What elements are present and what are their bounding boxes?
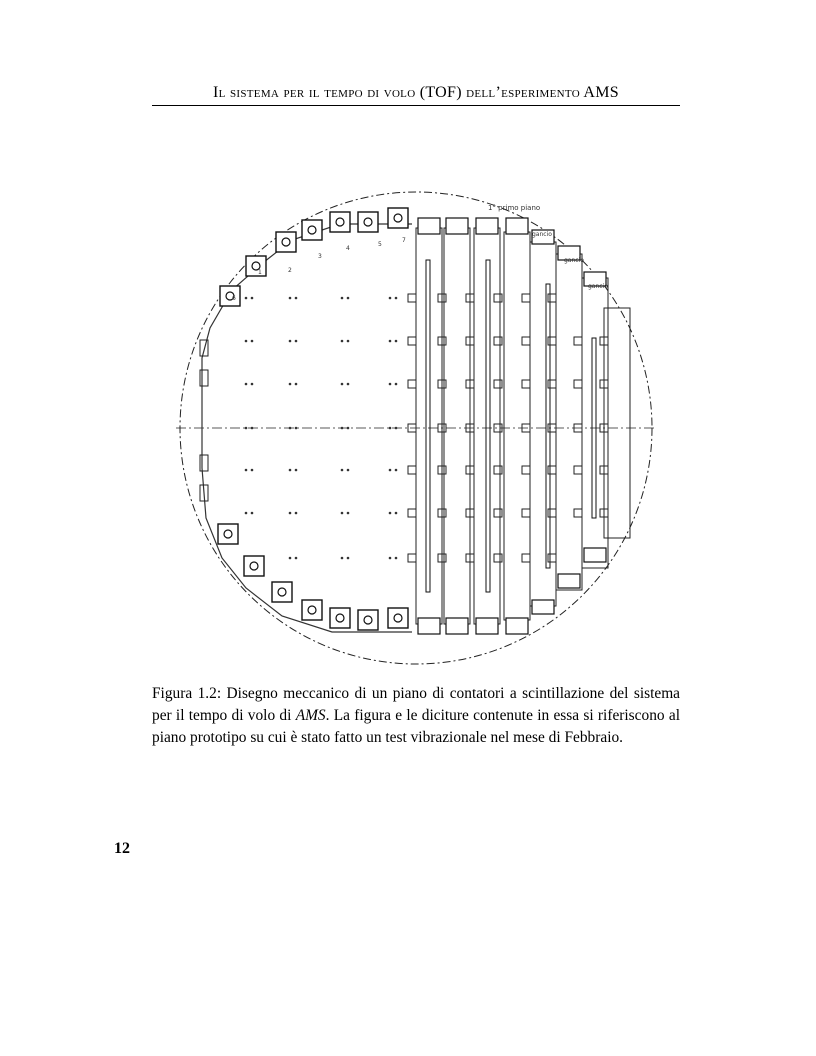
- light-guide-bottom: [532, 600, 554, 614]
- hole-dot: [389, 427, 392, 430]
- hole-dot: [341, 297, 344, 300]
- hole-dot: [341, 469, 344, 472]
- hole-dot: [347, 340, 350, 343]
- tof-plane-drawing: [172, 188, 660, 668]
- hole-dot: [389, 383, 392, 386]
- light-guide-bottom: [584, 548, 606, 562]
- light-guide-top: [446, 218, 468, 234]
- hole-dot: [389, 512, 392, 515]
- mounting-pad: [246, 256, 266, 276]
- hole-dot: [347, 469, 350, 472]
- caption-math-ams: AMS: [295, 707, 326, 724]
- hole-dot: [389, 340, 392, 343]
- hole-dot: [295, 297, 298, 300]
- hole-square: [408, 466, 416, 474]
- grid-square-hole: [522, 466, 530, 474]
- strip-slot: [426, 260, 430, 592]
- grid-square-hole: [494, 337, 502, 345]
- hole-dot: [341, 340, 344, 343]
- scintillator-strip: [474, 228, 500, 624]
- grid-square-hole: [522, 294, 530, 302]
- pad-number-label: 1: [258, 269, 262, 276]
- mounting-pad: [302, 220, 322, 240]
- hole-dot: [395, 557, 398, 560]
- hole-dot: [389, 297, 392, 300]
- edge-notch: [200, 370, 208, 386]
- light-guide-bottom: [418, 618, 440, 634]
- running-head: Il sistema per il tempo di volo (TOF) dell’esperimento AMS: [213, 84, 619, 101]
- drawing-side-label-3: gancio: [532, 231, 552, 238]
- mounting-pad: [276, 232, 296, 252]
- edge-notch: [200, 455, 208, 471]
- hole-dot: [245, 297, 248, 300]
- grid-square-hole: [574, 509, 582, 517]
- mounting-pad: [218, 524, 238, 544]
- pad-number-label: 7: [402, 237, 406, 244]
- grid-square-hole: [548, 294, 556, 302]
- grid-square-hole: [574, 380, 582, 388]
- mounting-pad: [330, 212, 350, 232]
- hole-dot: [245, 469, 248, 472]
- grid-square-hole: [548, 509, 556, 517]
- hole-dot: [389, 469, 392, 472]
- hole-dot: [295, 557, 298, 560]
- mounting-pad: [272, 582, 292, 602]
- hole-dot: [347, 383, 350, 386]
- hole-square: [408, 554, 416, 562]
- grid-square-hole: [494, 294, 502, 302]
- strip-slot: [486, 260, 490, 592]
- light-guide-bottom: [446, 618, 468, 634]
- caption-text-suffix: . La figura e le diciture contenute in essa si riferiscono al piano prototipo su cui è stato fatto un test vibrazionale nel mese di Febbraio.: [152, 707, 680, 746]
- pad-number-label: 3: [318, 253, 322, 260]
- hole-dot: [341, 557, 344, 560]
- grid-square-hole: [522, 509, 530, 517]
- pad-number-label: 2: [288, 267, 292, 274]
- hole-dot: [245, 427, 248, 430]
- mounting-pad: [358, 610, 378, 630]
- grid-square-hole: [522, 380, 530, 388]
- hole-dot: [341, 427, 344, 430]
- hole-dot: [341, 512, 344, 515]
- light-guide-top: [506, 218, 528, 234]
- pad-number-label: 5: [378, 241, 382, 248]
- mounting-pad: [220, 286, 240, 306]
- hole-square: [408, 380, 416, 388]
- hole-dot: [395, 340, 398, 343]
- scintillator-strips: [416, 218, 630, 634]
- hole-dot: [395, 512, 398, 515]
- grid-square-hole: [494, 554, 502, 562]
- edge-notch: [200, 340, 208, 356]
- light-guide-bottom: [558, 574, 580, 588]
- hole-dot: [289, 557, 292, 560]
- hole-dot: [289, 427, 292, 430]
- mounting-pad: [330, 608, 350, 628]
- hole-dot: [251, 427, 254, 430]
- hole-dot: [251, 469, 254, 472]
- hole-dot: [245, 383, 248, 386]
- hole-dot: [251, 512, 254, 515]
- hole-square: [408, 509, 416, 517]
- grid-square-hole: [548, 380, 556, 388]
- page-number: 12: [114, 840, 130, 857]
- hole-dot: [289, 383, 292, 386]
- grid-square-hole: [548, 466, 556, 474]
- pad-number-label: 6: [232, 295, 236, 302]
- scintillator-strip: [556, 254, 582, 590]
- hole-dot: [347, 427, 350, 430]
- light-guide-top: [476, 218, 498, 234]
- light-guide-top: [418, 218, 440, 234]
- grid-square-hole: [522, 554, 530, 562]
- grid-square-hole: [574, 466, 582, 474]
- grid-square-hole: [548, 337, 556, 345]
- hole-dot: [295, 469, 298, 472]
- drawing-top-label: 1° primo piano: [488, 204, 541, 212]
- hole-dot: [395, 297, 398, 300]
- hole-dot: [245, 340, 248, 343]
- mounting-pad: [388, 608, 408, 628]
- hole-dot: [295, 383, 298, 386]
- mounting-pad: [244, 556, 264, 576]
- hole-square: [408, 337, 416, 345]
- header-rule: [152, 105, 680, 106]
- grid-square-hole: [494, 509, 502, 517]
- mechanical-drawing-figure: [172, 188, 660, 668]
- hole-dot: [347, 297, 350, 300]
- grid-square-hole: [494, 380, 502, 388]
- hole-dot: [251, 297, 254, 300]
- grid-square-hole: [574, 337, 582, 345]
- mounting-pad: [388, 208, 408, 228]
- mounting-pads: [200, 208, 408, 630]
- figure-caption: [152, 683, 680, 749]
- hole-dot: [289, 512, 292, 515]
- grid-square-hole: [548, 554, 556, 562]
- hole-dot: [251, 340, 254, 343]
- light-guide-bottom: [506, 618, 528, 634]
- hole-dot: [341, 383, 344, 386]
- hole-dot: [289, 469, 292, 472]
- drawing-side-label-2: gancio: [588, 283, 608, 290]
- hole-dot: [289, 297, 292, 300]
- hole-dot: [347, 512, 350, 515]
- grid-square-hole: [494, 466, 502, 474]
- hole-square: [408, 294, 416, 302]
- caption-text-prefix: Figura 1.2: Disegno meccanico di un piano di contatori a scintillazione del sistema per il tempo di volo di: [152, 685, 680, 724]
- light-guide-bottom: [476, 618, 498, 634]
- mounting-pad: [358, 212, 378, 232]
- hole-dot: [295, 512, 298, 515]
- pad-number-label: 4: [346, 245, 350, 252]
- hole-dot: [389, 557, 392, 560]
- hole-dot: [395, 383, 398, 386]
- mounting-pad: [302, 600, 322, 620]
- hole-dot: [295, 340, 298, 343]
- hole-dot: [395, 469, 398, 472]
- hole-dot: [245, 512, 248, 515]
- hole-dot: [289, 340, 292, 343]
- hole-dot: [295, 427, 298, 430]
- hole-dot: [251, 383, 254, 386]
- hole-dot: [395, 427, 398, 430]
- hole-dot: [347, 557, 350, 560]
- drawing-side-label-1: gancio: [564, 257, 584, 264]
- grid-square-hole: [522, 337, 530, 345]
